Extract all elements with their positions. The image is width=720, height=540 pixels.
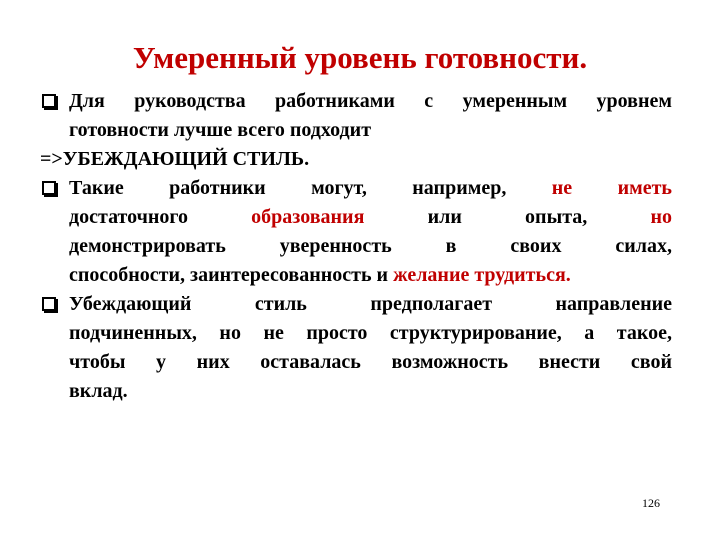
highlighted-text: желание трудиться. (393, 264, 571, 286)
text-segment: или опыта, (364, 206, 651, 228)
highlighted-text: но (650, 206, 672, 228)
highlighted-text: образования (251, 206, 365, 228)
bullet-line: чтобы у них оставалась возможность внести свой (69, 351, 672, 373)
style-conclusion: =>УБЕЖДАЮЩИЙ СТИЛЬ. (40, 148, 310, 170)
bullet-line (69, 261, 672, 290)
bullet-line: Убеждающий стиль предполагает направление (69, 293, 672, 315)
bullet-line: подчиненных, но не просто структурирование, а такое, (69, 322, 672, 344)
square-bullet-icon (42, 94, 56, 108)
text-segment: способности, заинтересованность и (69, 264, 394, 286)
slide-body (40, 87, 672, 406)
highlighted-text: не иметь (551, 177, 673, 199)
text-segment: Такие работники могут, например, (69, 177, 552, 199)
square-bullet-icon (42, 181, 56, 195)
bullet-line (69, 203, 672, 232)
bullet-line: вклад. (69, 380, 128, 402)
bullet-line: демонстрировать уверенность в своих силах, (69, 235, 672, 257)
bullet-line (69, 174, 672, 203)
square-bullet-icon (42, 297, 56, 311)
bullet-line: готовности лучше всего подходит (69, 119, 372, 141)
bullet-item (40, 290, 672, 406)
page-number: 126 (642, 496, 660, 510)
slide-title: Умеренный уровень готовности. (132, 40, 588, 75)
bullet-line: Для руководства работниками с умеренным уровнем (69, 90, 672, 112)
text-segment: достаточного (69, 206, 252, 228)
bullet-item (40, 87, 672, 145)
bullet-item (40, 174, 672, 290)
